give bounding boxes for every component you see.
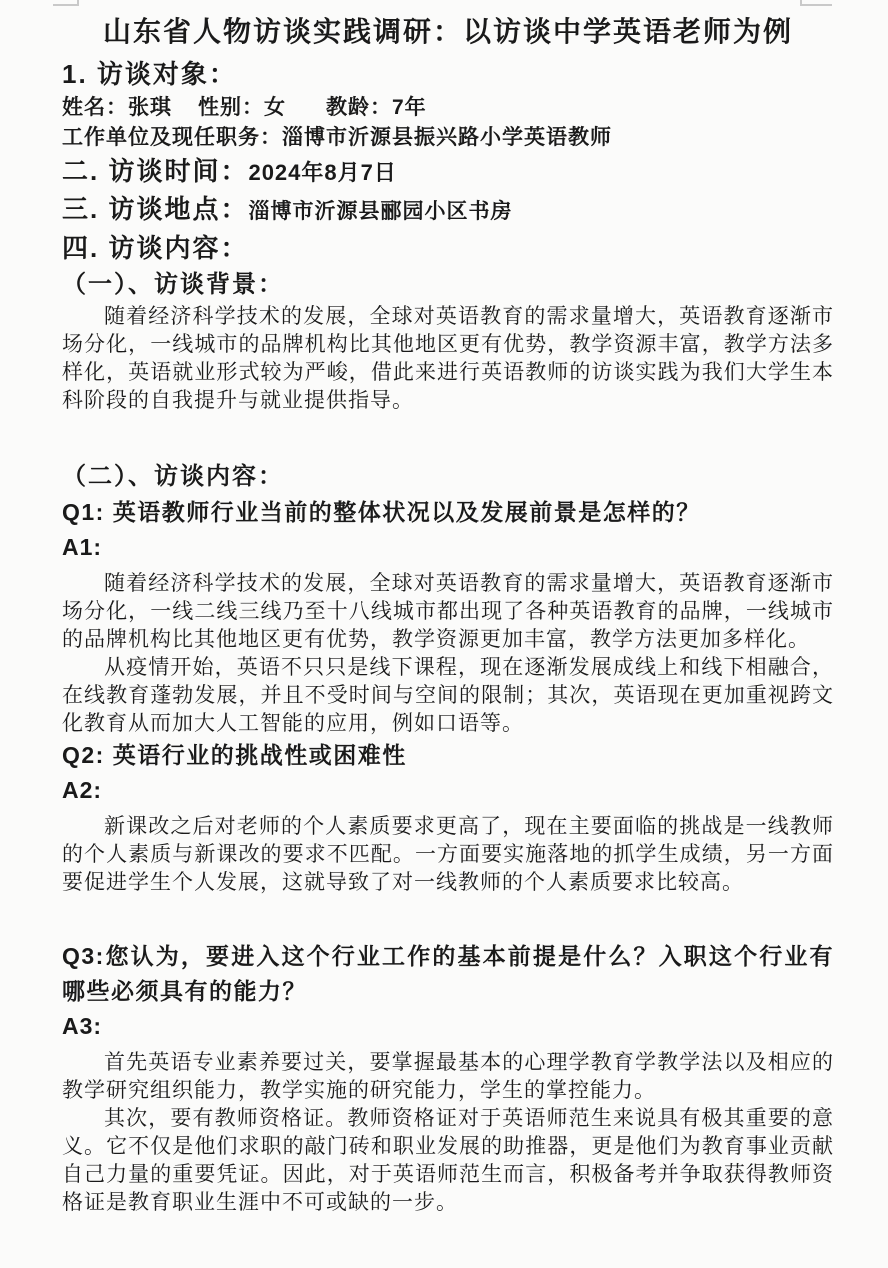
section-gap [62, 415, 834, 459]
answer-label-2: A2: [62, 777, 103, 803]
question-1: Q1: 英语教师行业当前的整体状况以及发展前景是怎样的？ [62, 499, 701, 525]
qa-block-2 [62, 738, 834, 897]
teaching-age-label: 教龄： [326, 96, 392, 119]
section-heading-content: 四. 访谈内容： [62, 233, 249, 263]
answer-2-paragraph-1: 新课改之后对老师的个人素质要求更高了，现在主要面临的挑战是一线教师的个人素质与新课改的要求不匹配。一方面要实施落地的抓学生成绩，另一方面要促进学生个人发展，这就导致了对一线教师的个人素质要求比较高。 [62, 815, 834, 894]
subsection-heading-interview-content: （二）、访谈内容： [62, 463, 284, 490]
section-heading-interviewee: 1. 访谈对象： [62, 59, 237, 89]
name-value: 张琪 [128, 96, 172, 119]
name-label: 姓名： [62, 96, 128, 119]
time-heading: 二. 访谈时间： [62, 156, 249, 186]
answer-label-3: A3: [62, 1013, 103, 1039]
question-2: Q2: 英语行业的挑战性或困难性 [62, 742, 407, 768]
location-heading: 三. 访谈地点： [62, 194, 249, 224]
location-value: 淄博市沂源县郦园小区书房 [248, 200, 513, 223]
qa-block-1 [62, 495, 834, 738]
work-value: 淄博市沂源县振兴路小学英语教师 [282, 126, 612, 149]
scan-table-corner-right [800, 0, 832, 6]
answer-3-paragraph-1: 首先英语专业素养要过关，要掌握最基本的心理学教育学教学法以及相应的教学研究组织能力，教学实施的研究能力，学生的掌控能力。 [62, 1051, 834, 1102]
answer-3-paragraph-2: 其次，要有教师资格证。教师资格证对于英语师范生来说具有极其重要的意义。它不仅是他们求职的敲门砖和职业发展的助推器，更是他们为教育事业贡献自己力量的重要凭证。因此，对于英语师范生而言，积极备考并争取获得教师资格证是教育职业生涯中不可或缺的一步。 [62, 1107, 834, 1214]
subsection-heading-background: （一）、访谈背景： [62, 271, 284, 298]
gender-value: 女 [264, 96, 286, 119]
background-paragraph: 随着经济科学技术的发展，全球对英语教育的需求量增大，英语教育逐渐市场分化，一线城市的品牌机构比其他地区更有优势，教学资源丰富，教学方法多样化，英语就业形式较为严峻，借此来进行英语教师的访谈实践为我们大学生本科阶段的自我提升与就业提供指导。 [62, 305, 834, 412]
qa-block-3 [62, 939, 834, 1217]
interviewee-work-line [62, 123, 834, 153]
section-gap [62, 897, 834, 939]
work-label: 工作单位及现任职务： [62, 126, 282, 149]
page-title: 山东省人物访谈实践调研：以访谈中学英语老师为例 [102, 16, 793, 47]
time-value: 2024年8月7日 [248, 160, 397, 185]
teaching-age-value: 7年 [392, 96, 427, 119]
answer-label-1: A1: [62, 534, 103, 560]
question-3: Q3:您认为，要进入这个行业工作的基本前提是什么？入职这个行业有哪些必须具有的能力？ [62, 943, 834, 1004]
scan-table-corner-left [53, 0, 79, 6]
answer-1-paragraph-2: 从疫情开始，英语不只只是线下课程，现在逐渐发展成线上和线下相融合，在线教育蓬勃发展，并且不受时间与空间的限制；其次，英语现在更加重视跨文化教育从而加大人工智能的应用，例如口语等。 [62, 656, 834, 735]
answer-1-paragraph-1: 随着经济科学技术的发展，全球对英语教育的需求量增大，英语教育逐渐市场分化，一线二线三线乃至十八线城市都出现了各种英语教育的品牌，一线城市的品牌机构比其他地区更有优势，教学资源更加丰富，教学方法更加多样化。 [62, 572, 834, 651]
interviewee-basic-info-line [62, 93, 834, 123]
gender-label: 性别： [198, 96, 264, 119]
section-heading-location [62, 191, 834, 230]
section-heading-time [62, 153, 834, 191]
